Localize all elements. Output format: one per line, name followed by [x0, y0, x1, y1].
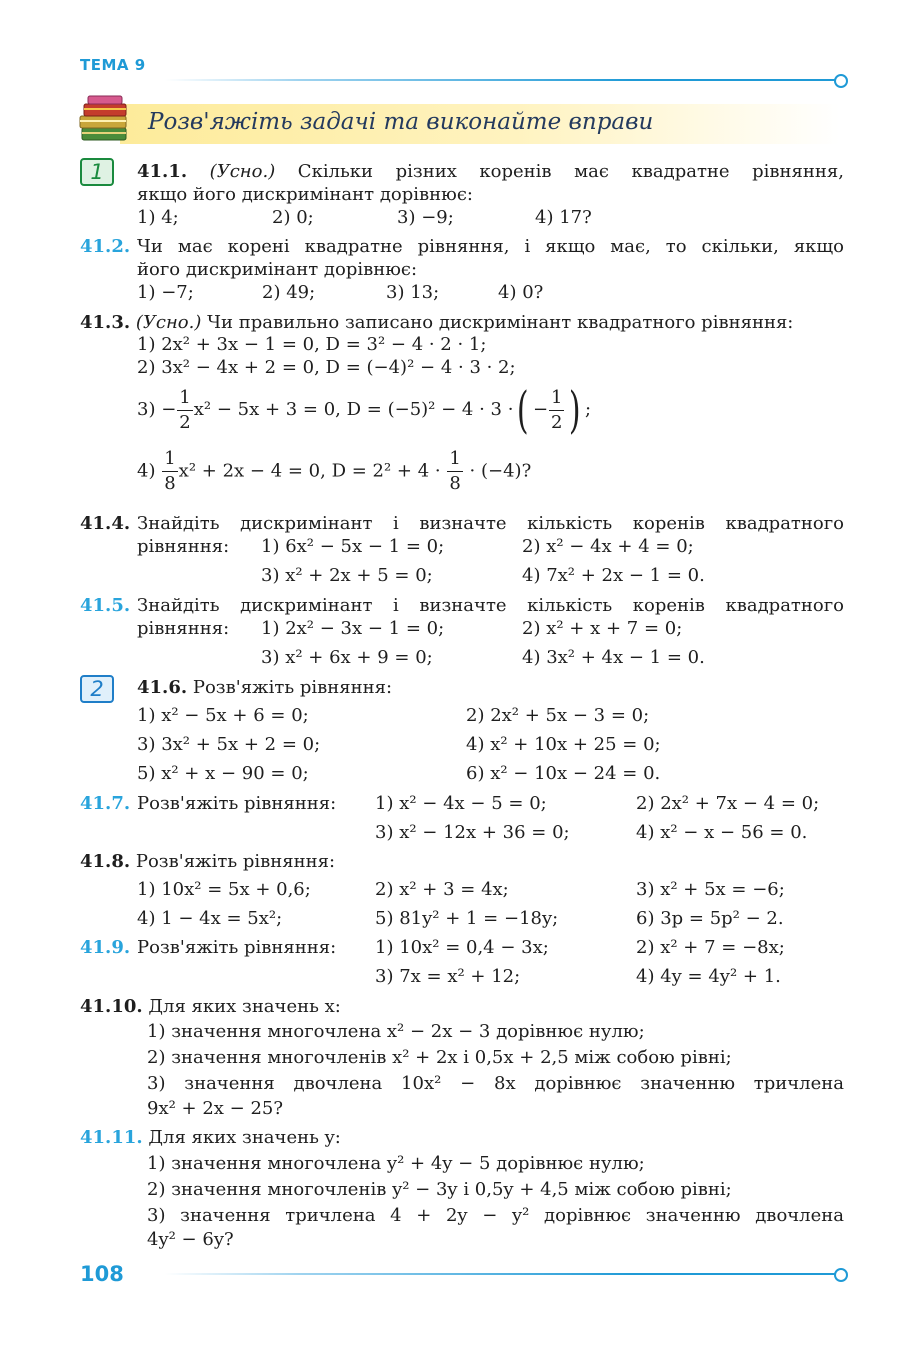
- problem-text: Знайдіть дискримінант і визначте кількість коренів квадратного: [137, 513, 844, 534]
- option: 2) 2x² + 7x − 4 = 0;: [636, 793, 820, 814]
- denominator: 8: [164, 473, 176, 494]
- option: 2) 2x² + 5x − 3 = 0;: [466, 705, 650, 726]
- right-paren: ): [569, 381, 582, 439]
- option-cont: 9x² + 2x − 25?: [147, 1098, 284, 1119]
- option: 3) x² + 6x + 9 = 0;: [261, 647, 433, 668]
- option: 4) 0?: [498, 282, 544, 303]
- option-row: [147, 1204, 844, 1228]
- problem-number: 41.3.: [80, 312, 131, 333]
- option: 1) 4;: [137, 207, 179, 228]
- banner-title: Розв'яжіть задачі та виконайте вправи: [148, 109, 654, 135]
- left-paren: (: [517, 381, 530, 439]
- option: 4) x² − x − 56 = 0.: [636, 822, 808, 843]
- option: 1) 6x² − 5x − 1 = 0;: [261, 536, 445, 557]
- problem-text-row: [137, 512, 844, 536]
- page-number: 108: [80, 1262, 124, 1286]
- option: 3) значення тричлена 4 + 2y − y² дорівнює значенню двочлена: [147, 1205, 844, 1226]
- problem-41-11: [80, 1126, 341, 1150]
- problem-number: 41.10.: [80, 996, 143, 1017]
- level-one-badge: 1: [80, 158, 114, 186]
- problem-lead: Розв'яжіть рівняння:: [137, 937, 337, 958]
- option: 2) значення многочленів x² + 2x і 0,5x + 2,5 між собою рівні;: [147, 1047, 732, 1068]
- option-suffix: · (−4)?: [469, 460, 532, 482]
- option: 1) 10x² = 0,4 − 3x;: [375, 937, 549, 958]
- problem-41-3: [80, 311, 793, 335]
- problem-41-2: [80, 235, 130, 259]
- problem-text: Чи правильно записано дискримінант квадратного рівняння:: [207, 312, 794, 333]
- option: 1) 10x² = 5x + 0,6;: [137, 879, 311, 900]
- option: 2) 0;: [272, 207, 314, 228]
- option: 6) x² − 10x − 24 = 0.: [466, 763, 661, 784]
- problem-number: 41.11.: [80, 1127, 143, 1148]
- problem-41-10: [80, 995, 341, 1019]
- denominator: 2: [179, 411, 191, 433]
- problem-number: 41.7.: [80, 793, 131, 814]
- option-prefix: 3) −: [137, 399, 177, 420]
- option: 1) значення многочлена y² + 4y − 5 дорівнює нулю;: [147, 1153, 645, 1174]
- option: 4) 17?: [535, 207, 592, 228]
- problem-number: 41.1.: [137, 161, 188, 182]
- problem-number: 41.4.: [80, 513, 131, 534]
- minus-sign: −: [532, 399, 549, 420]
- problem-41-4: [80, 512, 130, 536]
- option-suffix: ;: [585, 399, 592, 420]
- option-with-fractions: [137, 381, 592, 439]
- option: 4) 1 − 4x = 5x²;: [137, 908, 283, 929]
- problem-lead: рівняння:: [137, 536, 230, 557]
- problem-text: Розв'яжіть рівняння:: [135, 851, 336, 872]
- option: 2) x² − 4x + 4 = 0;: [522, 536, 694, 557]
- numerator: 1: [177, 386, 192, 411]
- problem-number: 41.5.: [80, 595, 131, 616]
- fraction: [177, 386, 192, 435]
- problem-41-8: [80, 850, 335, 874]
- option: 2) x² + 3 = 4x;: [375, 879, 509, 900]
- header-rule: [165, 79, 835, 81]
- option: 1) −7;: [137, 282, 194, 303]
- numerator: 1: [162, 447, 177, 472]
- problem-number: 41.8.: [80, 851, 131, 872]
- option: 4) 4y = 4y² + 1.: [636, 966, 781, 987]
- problem-lead: Розв'яжіть рівняння:: [137, 793, 337, 814]
- fraction: [549, 386, 564, 435]
- option: 1) x² − 5x + 6 = 0;: [137, 705, 309, 726]
- topic-label: ТЕМА 9: [80, 56, 146, 74]
- option: 3) −9;: [397, 207, 454, 228]
- option: 2) 49;: [262, 282, 316, 303]
- option-cont: 4y² − 6y?: [147, 1229, 234, 1250]
- option: 6) 3p = 5p² − 2.: [636, 908, 784, 929]
- option: 5) 81y² + 1 = −18y;: [375, 908, 559, 929]
- problem-number: 41.9.: [80, 937, 131, 958]
- fraction: [162, 447, 177, 496]
- problem-text: Знайдіть дискримінант і визначте кількість коренів квадратного: [137, 595, 844, 616]
- option: 3) x² + 5x = −6;: [636, 879, 785, 900]
- option-with-fractions: [137, 447, 531, 496]
- denominator: 2: [551, 411, 563, 433]
- option: 2) значення многочленів y² − 3y і 0,5y + 4,5 між собою рівні;: [147, 1179, 732, 1200]
- fraction: [447, 447, 462, 496]
- problem-text: Для яких значень x:: [148, 996, 341, 1017]
- option-row: [147, 1072, 844, 1096]
- option: 3) 3x² + 5x + 2 = 0;: [137, 734, 321, 755]
- option-prefix: 4): [137, 460, 156, 482]
- problem-text: його дискримінант дорівнює:: [137, 259, 418, 280]
- problem-41-1: [137, 160, 844, 184]
- problem-text: Розв'яжіть рівняння:: [192, 677, 393, 698]
- problem-text: Для яких значень y:: [148, 1127, 341, 1148]
- numerator: 1: [447, 447, 462, 472]
- footer-rule: [165, 1273, 835, 1275]
- numerator: 1: [549, 386, 564, 411]
- option: 2) 3x² − 4x + 2 = 0, D = (−4)² − 4 · 3 · 2;: [137, 357, 516, 378]
- option: 2) x² + x + 7 = 0;: [522, 618, 683, 639]
- books-icon: [78, 94, 130, 146]
- problem-text-row: [137, 594, 844, 618]
- option: 4) 7x² + 2x − 1 = 0.: [522, 565, 705, 586]
- level-two-badge: 2: [80, 675, 114, 703]
- option: 3) x² − 12x + 36 = 0;: [375, 822, 570, 843]
- option: 1) значення многочлена x² − 2x − 3 дорівнює нулю;: [147, 1021, 645, 1042]
- problem-text: якщо його дискримінант дорівнює:: [137, 184, 473, 205]
- problem-41-7: [80, 792, 130, 816]
- problem-text-row: [137, 235, 844, 259]
- problem-41-6: [137, 676, 392, 700]
- problem-text: Чи має корені квадратне рівняння, і якщо має, то скільки, якщо: [137, 236, 844, 257]
- option: 3) x² + 2x + 5 = 0;: [261, 565, 433, 586]
- option: 3) значення двочлена 10x² − 8x дорівнює значенню тричлена: [147, 1073, 844, 1094]
- problem-number: 41.6.: [137, 677, 188, 698]
- option: 4) x² + 10x + 25 = 0;: [466, 734, 661, 755]
- option: 2) x² + 7 = −8x;: [636, 937, 785, 958]
- footer-rule-end-icon: [834, 1268, 848, 1282]
- problem-note: (Усно.): [209, 161, 276, 182]
- problem-number: 41.2.: [80, 236, 131, 257]
- option: 3) 7x = x² + 12;: [375, 966, 521, 987]
- option: 1) 2x² + 3x − 1 = 0, D = 3² − 4 · 2 · 1;: [137, 334, 487, 355]
- header-rule-end-icon: [834, 74, 848, 88]
- problem-text: Скільки різних коренів має квадратне рівняння,: [297, 161, 844, 182]
- option: 3) 13;: [386, 282, 440, 303]
- option: 5) x² + x − 90 = 0;: [137, 763, 309, 784]
- denominator: 8: [449, 473, 461, 494]
- option-text: x² + 2x − 4 = 0, D = 2² + 4 ·: [178, 460, 441, 482]
- problem-lead: рівняння:: [137, 618, 230, 639]
- problem-41-5: [80, 594, 130, 618]
- option: 1) 2x² − 3x − 1 = 0;: [261, 618, 445, 639]
- option: 1) x² − 4x − 5 = 0;: [375, 793, 547, 814]
- problem-41-9: [80, 936, 130, 960]
- problem-note: (Усно.): [135, 312, 202, 333]
- option-text: x² − 5x + 3 = 0, D = (−5)² − 4 · 3 ·: [193, 399, 514, 420]
- option: 4) 3x² + 4x − 1 = 0.: [522, 647, 705, 668]
